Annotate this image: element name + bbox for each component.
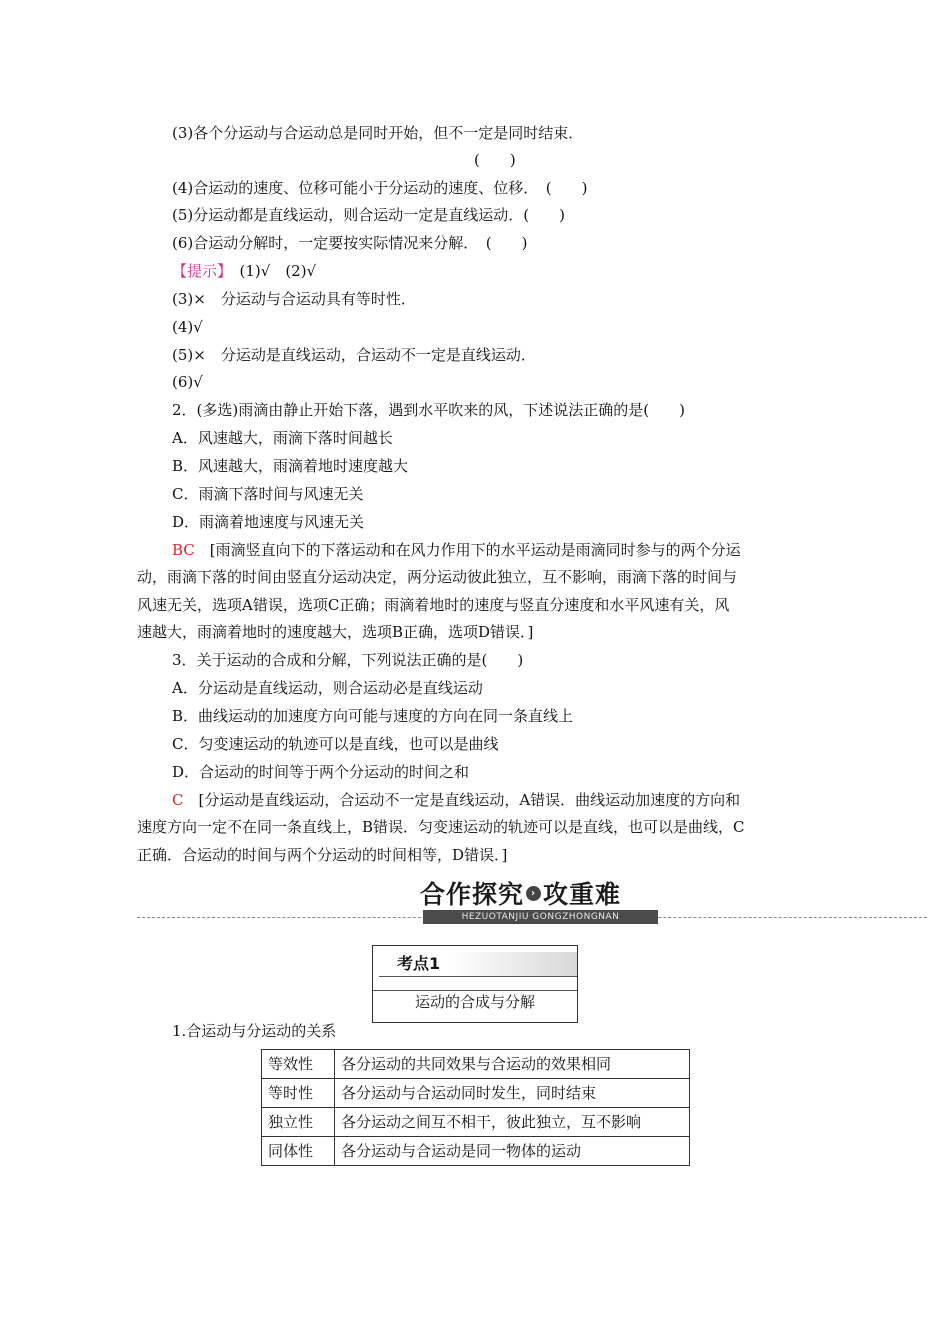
topic-box-divider — [373, 990, 577, 991]
question-3-option-a: A．分运动是直线运动，则合运动必是直线运动 — [172, 679, 483, 697]
hint-6: (6)√ — [172, 373, 203, 391]
table-row — [262, 1050, 690, 1079]
question-2-explanation-line4: 速越大，雨滴着地时的速度越大，选项B正确，选项D错误．] — [137, 623, 534, 641]
banner-title-left: 合作探究 — [420, 880, 525, 909]
question-3-option-d: D．合运动的时间等于两个分运动的时间之和 — [172, 763, 470, 781]
table-cell-value: 各分运动的共同效果与合运动的效果相同 — [335, 1050, 690, 1079]
statement-4: (4)合运动的速度、位移可能小于分运动的速度、位移． ( ) — [172, 179, 588, 197]
table-cell-key: 独立性 — [262, 1108, 335, 1137]
question-2-explanation-text: [雨滴竖直向下的下落运动和在风力作用下的水平运动是雨滴同时参与的两个分运 — [194, 541, 741, 559]
question-2-explanation-line1 — [172, 540, 741, 560]
statement-5: (5)分运动都是直线运动，则合运动一定是直线运动．( ) — [172, 206, 565, 224]
hint-3: (3)× 分运动与合运动具有等时性． — [172, 290, 416, 308]
table-cell-value: 各分运动与合运动是同一物体的运动 — [335, 1137, 690, 1166]
question-3-explanation-line1 — [172, 790, 740, 810]
question-2-option-d: D．雨滴着地速度与风速无关 — [172, 513, 365, 531]
hint-label: 【提示】 — [172, 262, 225, 280]
question-3-explanation-line2: 速度方向一定不在同一条直线上，B错误．匀变速运动的轨迹可以是直线，也可以是曲线，C — [137, 818, 745, 836]
table-cell-value: 各分运动与合运动同时发生，同时结束 — [335, 1079, 690, 1108]
topic-box — [372, 945, 578, 1023]
question-3: 3．关于运动的合成和分解，下列说法正确的是( ) — [172, 651, 524, 669]
question-3-explanation-line3: 正确．合运动的时间与两个分运动的时间相等，D错误．] — [137, 846, 508, 864]
table-cell-key: 等时性 — [262, 1079, 335, 1108]
question-2-option-b: B．风速越大，雨滴着地时速度越大 — [172, 457, 409, 475]
table-row — [262, 1137, 690, 1166]
question-2-explanation-line3: 风速无关，选项A错误，选项C正确；雨滴着地时的速度与竖直分速度和水平风速有关，风 — [137, 596, 730, 614]
question-2-answer: BC — [172, 541, 195, 559]
table-cell-key: 同体性 — [262, 1137, 335, 1166]
section-1-title: 1.合运动与分运动的关系 — [172, 1022, 337, 1040]
question-3-option-b: B．曲线运动的加速度方向可能与速度的方向在同一条直线上 — [172, 707, 574, 725]
question-2: 2．(多选)雨滴由静止开始下落，遇到水平吹来的风，下述说法正确的是( ) — [172, 401, 685, 419]
section-banner — [137, 878, 927, 928]
hint-5: (5)× 分运动是直线运动，合运动不一定是直线运动． — [172, 346, 536, 364]
hint-line — [172, 261, 316, 281]
statement-6: (6)合运动分解时，一定要按实际情况来分解． ( ) — [172, 234, 528, 252]
table-row — [262, 1079, 690, 1108]
question-2-option-c: C．雨滴下落时间与风速无关 — [172, 485, 364, 503]
banner-title-right: 攻重难 — [543, 880, 622, 909]
topic-box-header — [379, 952, 577, 977]
table-row — [262, 1108, 690, 1137]
question-3-option-c: C．匀变速运动的轨迹可以是直线，也可以是曲线 — [172, 735, 499, 753]
question-2-explanation-line2: 动，雨滴下落的时间由竖直分运动决定，两分运动彼此独立，互不影响，雨滴下落的时间与 — [137, 568, 738, 586]
hint-4: (4)√ — [172, 318, 203, 336]
question-2-option-a: A．风速越大，雨滴下落时间越长 — [172, 429, 393, 447]
topic-title: 运动的合成与分解 — [414, 993, 535, 1011]
table-cell-value: 各分运动之间互不相干，彼此独立，互不影响 — [335, 1108, 690, 1137]
banner-subtitle: HEZUOTANJIU GONGZHONGNAN — [423, 910, 658, 924]
hint-answers: (1)√ (2)√ — [224, 262, 317, 280]
statement-3: (3)各个分运动与合运动总是同时开始，但不一定是同时结束． — [172, 124, 584, 142]
topic-label: 考点1 — [397, 954, 441, 973]
banner-title — [420, 880, 621, 910]
question-3-answer: C — [172, 791, 184, 809]
relation-table — [261, 1049, 690, 1166]
table-cell-key: 等效性 — [262, 1050, 335, 1079]
chevron-right-icon: › — [526, 886, 541, 901]
question-3-explanation-text: [分运动是直线运动，合运动不一定是直线运动，A错误．曲线运动加速度的方向和 — [183, 791, 741, 809]
statement-3-bracket: ( ) — [474, 151, 516, 169]
